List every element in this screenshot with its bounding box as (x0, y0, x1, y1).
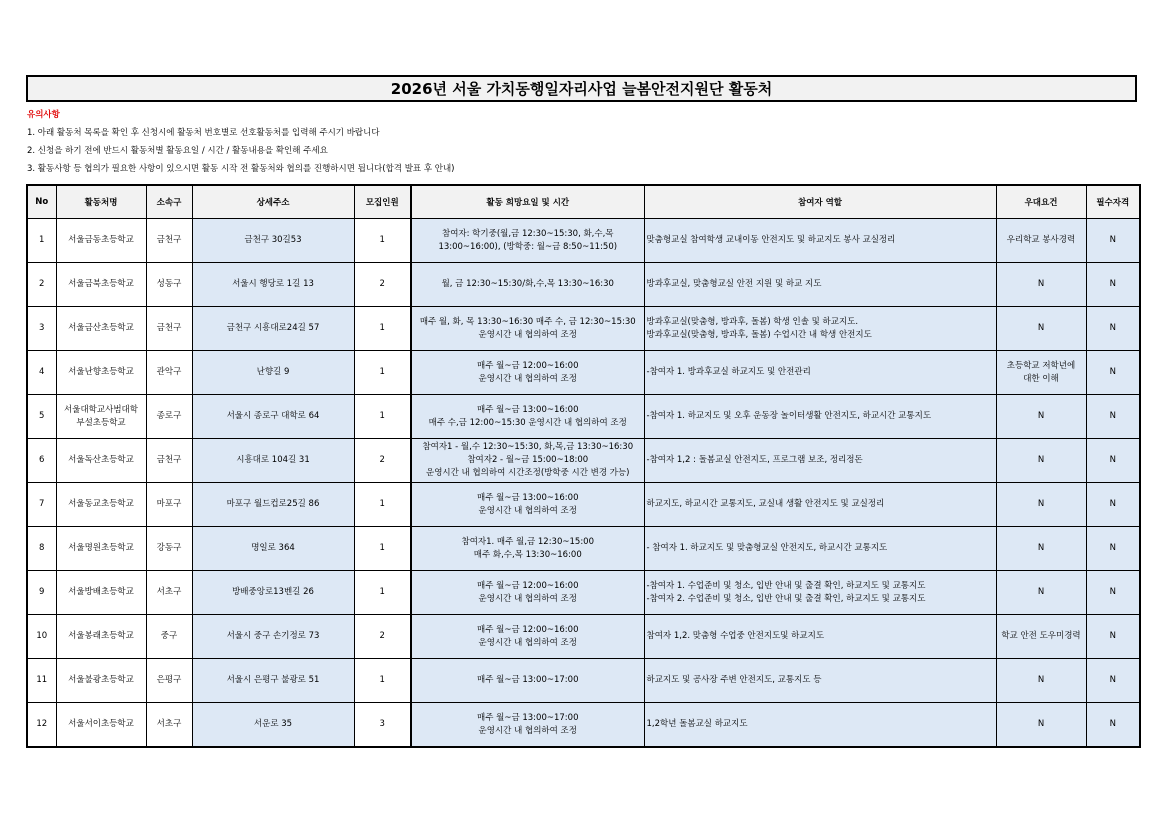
cell-preference (996, 439, 1086, 483)
table-header-row (27, 185, 1140, 219)
cell-preference-line: N (1037, 411, 1045, 421)
cell-role-line: 1,2학년 돌봄교실 하교지도 (646, 719, 748, 729)
cell-count: 1 (354, 307, 411, 351)
cell-preference-line: N (1037, 675, 1045, 685)
cell-required: N (1086, 483, 1140, 527)
cell-required: N (1086, 527, 1140, 571)
cell-role (644, 615, 996, 659)
cell-required: N (1086, 263, 1140, 307)
table-row (27, 483, 1140, 527)
cell-gu: 서초구 (146, 703, 192, 748)
cell-time-line: 운영시간 내 협의하여 조정 (478, 505, 577, 516)
cell-time (411, 439, 644, 483)
cell-name-line: 서울독산초등학교 (68, 455, 134, 465)
cell-role (644, 703, 996, 748)
cell-preference-line: N (1037, 323, 1045, 333)
cell-name (56, 703, 146, 748)
cell-no: 4 (27, 351, 56, 395)
note-item-3: 3. 활동사항 등 협의가 필요한 사항이 있으시면 활동 시작 전 활동처와 협의를 진행하시면 됩니다(합격 발표 후 안내) (27, 164, 455, 174)
cell-role-line: 참여자 1,2. 맞춤형 수업중 안전지도및 하교지도 (646, 631, 825, 641)
cell-time-line: 운영시간 내 협의하여 시간조정(방학중 시간 변경 가능) (426, 468, 630, 478)
cell-name (56, 263, 146, 307)
cell-time (411, 571, 644, 615)
cell-required: N (1086, 703, 1140, 748)
cell-count: 1 (354, 483, 411, 527)
cell-time (411, 395, 644, 439)
table-row (27, 659, 1140, 703)
table-row (27, 263, 1140, 307)
cell-time-line: 매주 수,금 12:00~15:30 운영시간 내 협의하여 조정 (428, 417, 627, 428)
cell-role-line: -참여자 1. 수업준비 및 청소, 입반 안내 및 출결 확인, 하교지도 및 교통지도 (646, 580, 926, 591)
cell-time-line: 매주 월~금 13:00~17:00 (477, 712, 579, 723)
cell-count: 3 (354, 703, 411, 748)
cell-time (411, 307, 644, 351)
cell-preference (996, 263, 1086, 307)
col-header-role: 참여자 역할 (644, 185, 996, 219)
cell-preference-line: N (1037, 499, 1045, 509)
cell-preference (996, 703, 1086, 748)
cell-address: 서울시 중구 손기정로 73 (192, 615, 354, 659)
cell-address: 명일로 364 (192, 527, 354, 571)
cell-name-line: 서울금북초등학교 (68, 279, 134, 289)
col-header-no: No (27, 185, 56, 219)
cell-preference-line: N (1037, 279, 1045, 289)
notes-section (27, 106, 454, 178)
cell-role-line: -참여자 2. 수업준비 및 청소, 입반 안내 및 출결 확인, 하교지도 및 교통지도 (646, 593, 926, 604)
cell-time-line: 운영시간 내 협의하여 조정 (478, 637, 577, 648)
cell-count: 2 (354, 439, 411, 483)
cell-time (411, 527, 644, 571)
cell-no: 11 (27, 659, 56, 703)
cell-role (644, 263, 996, 307)
cell-no: 8 (27, 527, 56, 571)
cell-address: 서울시 종로구 대학로 64 (192, 395, 354, 439)
cell-count: 1 (354, 659, 411, 703)
cell-time-line: 매주 화,수,목 13:30~16:00 (473, 549, 582, 560)
cell-role-line: - 참여자 1. 하교지도 및 맞춤형교실 안전지도, 하교시간 교통지도 (646, 543, 888, 553)
cell-time-line: 운영시간 내 협의하여 조정 (478, 725, 577, 736)
cell-time-line: 매주 월~금 12:00~16:00 (477, 360, 579, 371)
cell-preference (996, 395, 1086, 439)
cell-preference-line: 학교 안전 도우미경력 (1001, 631, 1081, 641)
cell-preference (996, 351, 1086, 395)
cell-role-line: 하교지도 및 공사장 주변 안전지도, 교통지도 등 (646, 675, 822, 685)
col-header-address: 상세주소 (192, 185, 354, 219)
cell-name-line: 서울금동초등학교 (68, 235, 134, 245)
cell-time-line: 매주 월~금 13:00~17:00 (477, 675, 579, 685)
col-header-required: 필수자격 (1086, 185, 1140, 219)
table-row (27, 307, 1140, 351)
cell-no: 9 (27, 571, 56, 615)
cell-address: 난향길 9 (192, 351, 354, 395)
cell-no: 2 (27, 263, 56, 307)
table-row (27, 615, 1140, 659)
cell-required: N (1086, 219, 1140, 263)
cell-name-line: 서울대학교사범대학 (64, 404, 138, 415)
activity-table (26, 184, 1141, 748)
cell-preference (996, 659, 1086, 703)
cell-gu: 금천구 (146, 439, 192, 483)
cell-address: 서운로 35 (192, 703, 354, 748)
cell-preference-line: 초등학교 저학년에 (1006, 360, 1076, 371)
cell-name (56, 527, 146, 571)
cell-preference (996, 571, 1086, 615)
cell-preference (996, 219, 1086, 263)
cell-role (644, 439, 996, 483)
cell-preference-line: N (1037, 719, 1045, 729)
cell-gu: 강동구 (146, 527, 192, 571)
col-header-gu: 소속구 (146, 185, 192, 219)
cell-preference (996, 615, 1086, 659)
cell-address: 서울시 은평구 불광로 51 (192, 659, 354, 703)
cell-name-line: 부설초등학교 (76, 417, 126, 428)
table-row (27, 527, 1140, 571)
cell-required: N (1086, 659, 1140, 703)
cell-time-line: 매주 월~금 12:00~16:00 (477, 580, 579, 591)
cell-preference-line: 대한 이해 (1023, 373, 1059, 384)
cell-preference (996, 307, 1086, 351)
table-row (27, 351, 1140, 395)
cell-name-line: 서울방배초등학교 (68, 587, 134, 597)
cell-required: N (1086, 571, 1140, 615)
cell-name (56, 219, 146, 263)
cell-no: 3 (27, 307, 56, 351)
note-item-1: 1. 아래 활동처 목록을 확인 후 신청시에 활동처 번호별로 선호활동처를 입력해 주시기 바랍니다 (27, 128, 380, 138)
cell-name (56, 483, 146, 527)
cell-preference (996, 527, 1086, 571)
cell-address: 금천구 시흥대로24길 57 (192, 307, 354, 351)
cell-role-line: -참여자 1,2 : 돌봄교실 안전지도, 프로그램 보조, 정리정돈 (646, 455, 863, 465)
cell-time-line: 운영시간 내 협의하여 조정 (478, 329, 577, 340)
cell-required: N (1086, 307, 1140, 351)
cell-time (411, 351, 644, 395)
table-body (27, 219, 1140, 748)
col-header-name: 활동처명 (56, 185, 146, 219)
table-row (27, 219, 1140, 263)
cell-name-line: 서울금산초등학교 (68, 323, 134, 333)
cell-role-line: 방과후교실, 맞춤형교실 안전 지원 및 하교 지도 (646, 279, 822, 289)
cell-count: 1 (354, 219, 411, 263)
cell-name (56, 659, 146, 703)
cell-address: 시흥대로 104길 31 (192, 439, 354, 483)
cell-gu: 서초구 (146, 571, 192, 615)
cell-required: N (1086, 351, 1140, 395)
cell-gu: 은평구 (146, 659, 192, 703)
cell-address: 방배중앙로13벤길 26 (192, 571, 354, 615)
cell-name-line: 서울난향초등학교 (68, 367, 134, 377)
cell-name (56, 571, 146, 615)
cell-address: 금천구 30길53 (192, 219, 354, 263)
cell-no: 5 (27, 395, 56, 439)
cell-gu: 금천구 (146, 307, 192, 351)
cell-address: 마포구 월드컵로25길 86 (192, 483, 354, 527)
cell-name-line: 서울동교초등학교 (68, 499, 134, 509)
cell-role (644, 659, 996, 703)
cell-count: 2 (354, 615, 411, 659)
cell-role-line: 방과후교실(맞춤형, 방과후, 돌봄) 학생 인솔 및 하교지도. (646, 316, 859, 327)
table-row (27, 703, 1140, 748)
cell-preference-line: 우리학교 봉사경력 (1006, 235, 1076, 245)
cell-count: 1 (354, 351, 411, 395)
table-row (27, 571, 1140, 615)
cell-time-line: 13:00~16:00), (방학중: 월~금 8:50~11:50) (438, 241, 618, 252)
cell-gu: 중구 (146, 615, 192, 659)
cell-required: N (1086, 395, 1140, 439)
cell-preference-line: N (1037, 455, 1045, 465)
cell-name (56, 395, 146, 439)
notes-heading: 유의사항 (27, 110, 60, 120)
cell-time-line: 참여자1 - 월,수 12:30~15:30, 화,목,금 13:30~16:30 (422, 442, 634, 452)
cell-time-line: 매주 월, 화, 목 13:30~16:30 매주 수, 금 12:30~15:30 (419, 316, 636, 327)
cell-role (644, 527, 996, 571)
cell-time (411, 219, 644, 263)
col-header-time: 활동 희망요일 및 시간 (411, 185, 644, 219)
cell-no: 6 (27, 439, 56, 483)
cell-time-line: 월, 금 12:30~15:30/화,수,목 13:30~16:30 (441, 279, 614, 289)
cell-time-line: 운영시간 내 협의하여 조정 (478, 373, 577, 384)
cell-no: 10 (27, 615, 56, 659)
cell-name (56, 307, 146, 351)
cell-time (411, 263, 644, 307)
cell-time (411, 483, 644, 527)
cell-role-line: 맞춤형교실 참여학생 교내이동 안전지도 및 하교지도 봉사 교실정리 (646, 235, 896, 245)
cell-name-line: 서울불광초등학교 (68, 675, 134, 685)
cell-time (411, 615, 644, 659)
table-row (27, 395, 1140, 439)
cell-preference (996, 483, 1086, 527)
cell-count: 1 (354, 527, 411, 571)
cell-time-line: 매주 월~금 13:00~16:00 (477, 492, 579, 503)
note-item-2: 2. 신청을 하기 전에 반드시 활동처별 활동요일 / 시간 / 활동내용을 확인해 주세요 (27, 146, 328, 156)
cell-name-line: 서울명원초등학교 (68, 543, 134, 553)
cell-time-line: 참여자1. 매주 월,금 12:30~15:00 (461, 536, 594, 547)
page-title: 2026년 서울 가치동행일자리사업 늘봄안전지원단 활동처 (26, 75, 1137, 102)
cell-role-line: -참여자 1. 하교지도 및 오후 운동장 놀이터생활 안전지도, 하교시간 교통지도 (646, 411, 932, 421)
cell-preference-line: N (1037, 543, 1045, 553)
cell-time-line: 매주 월~금 12:00~16:00 (477, 624, 579, 635)
cell-count: 1 (354, 395, 411, 439)
cell-role-line: 하교지도, 하교시간 교통지도, 교실내 생활 안전지도 및 교실정리 (646, 499, 885, 509)
cell-required: N (1086, 615, 1140, 659)
cell-role (644, 351, 996, 395)
cell-gu: 종로구 (146, 395, 192, 439)
cell-time (411, 703, 644, 748)
cell-gu: 관악구 (146, 351, 192, 395)
cell-gu: 금천구 (146, 219, 192, 263)
cell-name-line: 서울봉래초등학교 (68, 631, 134, 641)
cell-time (411, 659, 644, 703)
cell-name (56, 439, 146, 483)
cell-count: 2 (354, 263, 411, 307)
cell-role (644, 483, 996, 527)
cell-count: 1 (354, 571, 411, 615)
col-header-count: 모집인원 (354, 185, 411, 219)
cell-role (644, 395, 996, 439)
cell-time-line: 참여자2 - 월~금 15:00~18:00 (467, 455, 589, 465)
cell-required: N (1086, 439, 1140, 483)
cell-time-line: 참여자: 학기중(월,금 12:30~15:30, 화,수,목 (441, 228, 614, 239)
cell-no: 1 (27, 219, 56, 263)
cell-no: 12 (27, 703, 56, 748)
cell-address: 서울시 행당로 1길 13 (192, 263, 354, 307)
cell-role (644, 571, 996, 615)
cell-role (644, 307, 996, 351)
cell-role (644, 219, 996, 263)
col-header-preference: 우대요건 (996, 185, 1086, 219)
cell-preference-line: N (1037, 587, 1045, 597)
cell-name-line: 서울서이초등학교 (68, 719, 134, 729)
cell-gu: 성동구 (146, 263, 192, 307)
cell-name (56, 615, 146, 659)
cell-role-line: -참여자 1. 방과후교실 하교지도 및 안전관리 (646, 367, 811, 377)
cell-gu: 마포구 (146, 483, 192, 527)
cell-no: 7 (27, 483, 56, 527)
cell-role-line: 방과후교실(맞춤형, 방과후, 돌봄) 수업시간 내 학생 안전지도 (646, 329, 872, 340)
cell-time-line: 매주 월~금 13:00~16:00 (477, 404, 579, 415)
table-row (27, 439, 1140, 483)
cell-name (56, 351, 146, 395)
cell-time-line: 운영시간 내 협의하여 조정 (478, 593, 577, 604)
